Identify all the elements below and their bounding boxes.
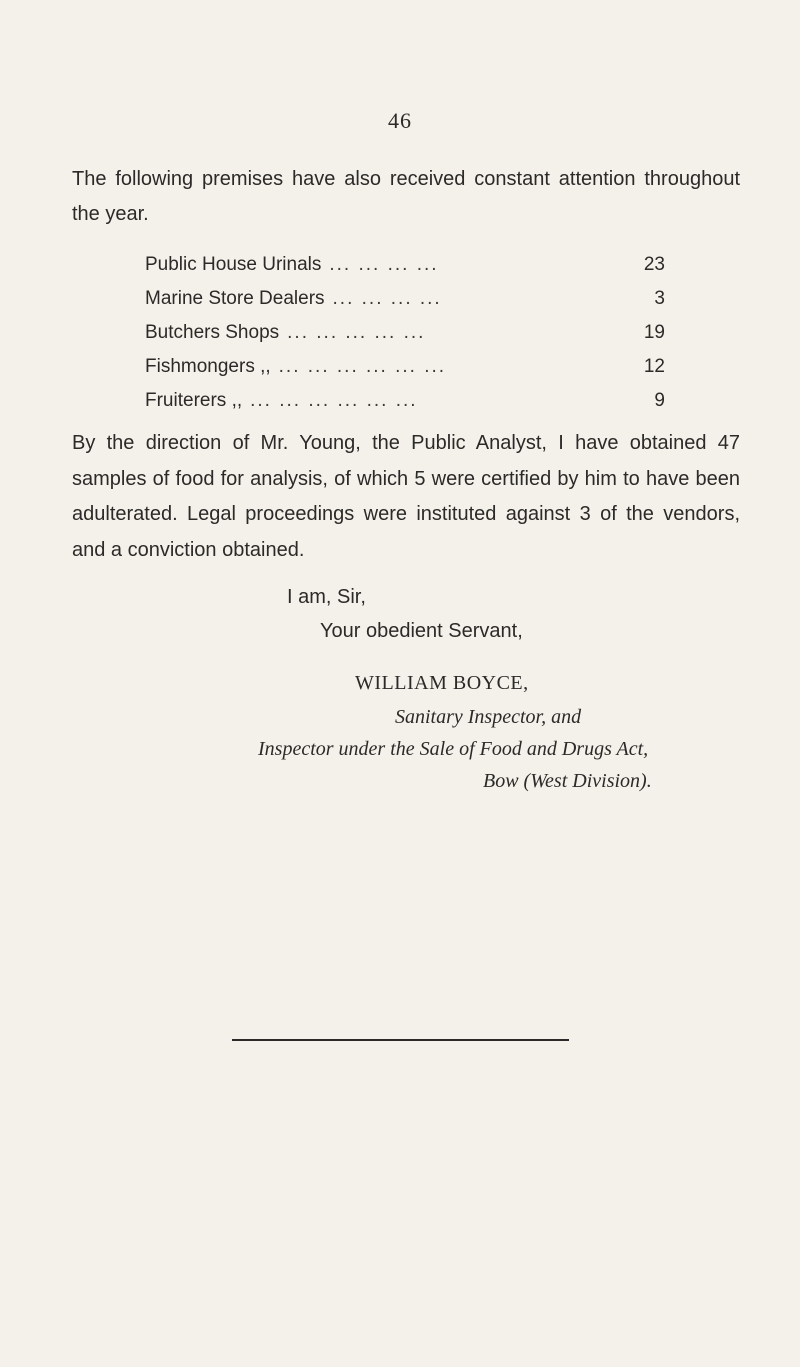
closing-salutation: I am, Sir,	[287, 586, 366, 608]
premises-label: Butchers Shops	[145, 322, 280, 343]
leader-dots: ... ... ... ... ...	[287, 322, 426, 343]
premises-row	[145, 316, 665, 350]
premises-row	[145, 384, 665, 418]
analysis-paragraph: By the direction of Mr. Young, the Public Analyst, I have obtained 47 samples of food for analysis, of which 5 were certified by him to have been adulterated. Legal proceedings were instituted against 3 of the vendors, and a conviction obtained.	[72, 432, 740, 561]
premises-label: Fishmongers ,,	[145, 356, 271, 377]
leader-dots: ... ... ... ... ... ...	[278, 356, 447, 377]
page-number: 46	[388, 108, 412, 133]
premises-row	[145, 350, 665, 384]
premises-count: 3	[654, 288, 665, 309]
leader-dots: ... ... ... ...	[329, 254, 439, 275]
premises-list	[145, 248, 665, 418]
premises-count: 23	[643, 254, 665, 275]
intro-paragraph: The following premises have also received constant attention throughout the year.	[72, 168, 740, 225]
leader-dots: ... ... ... ...	[332, 288, 442, 309]
signatory-name: WILLIAM BOYCE,	[355, 672, 529, 694]
premises-label: Public House Urinals	[145, 254, 322, 275]
premises-row	[145, 248, 665, 282]
premises-label: Fruiterers ,,	[145, 390, 243, 411]
leader-dots: ... ... ... ... ... ...	[250, 390, 418, 411]
signatory-title-line-2: Inspector under the Sale of Food and Drugs Act,	[258, 738, 649, 760]
signatory-title-line-3: Bow (West Division).	[483, 770, 652, 792]
signatory-title-line-1: Sanitary Inspector, and	[395, 706, 582, 728]
premises-count: 12	[643, 356, 665, 377]
premises-row	[145, 282, 665, 316]
closing-rule	[232, 1039, 569, 1041]
premises-count: 19	[643, 322, 665, 343]
closing-obedient: Your obedient Servant,	[320, 620, 523, 642]
premises-count: 9	[654, 390, 665, 411]
premises-label: Marine Store Dealers	[145, 288, 325, 309]
